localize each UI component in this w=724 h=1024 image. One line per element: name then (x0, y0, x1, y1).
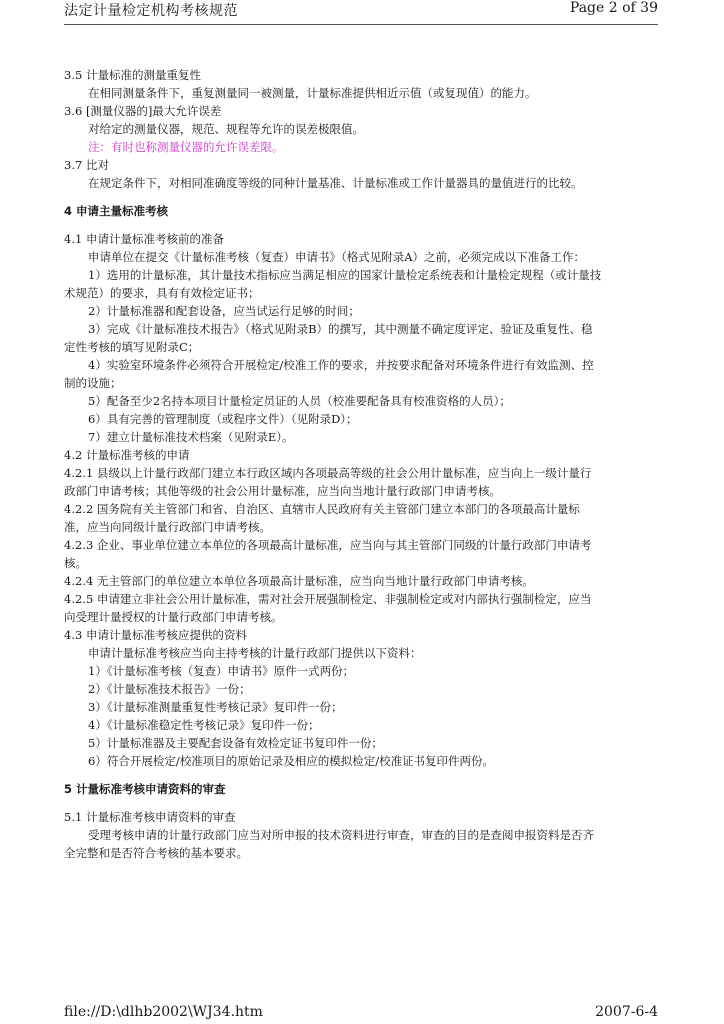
section-5-1-text-continued: 全完整和是否符合考核的基本要求。 (64, 846, 248, 860)
list-item: 6）符合开展检定/校准项目的原始记录及相应的模拟检定/校准证书复印件两份。 (88, 754, 495, 768)
list-item: 4）《计量标准稳定性考核记录》复印件一份； (88, 718, 320, 732)
section-4-2-3: 4.2.3 企业、事业单位建立本单位的各项最高计量标准，应当向与其主管部门同级的计量行政部门申请考 (64, 538, 592, 552)
list-item: 4）实验室环境条件必须符合开展检定/校准工作的要求，并按要求配备对环境条件进行有效监测、控 (88, 358, 594, 372)
list-item-continued: 定性考核的填写见附录C； (64, 340, 200, 354)
section-4-2-3-continued: 核。 (64, 556, 87, 570)
list-item: 1）选用的计量标准，其计量技术指标应当满足相应的国家计量检定系统表和计量检定规程（或计量技 (88, 268, 602, 282)
section-4-2-1-continued: 政部门申请考核；其他等级的社会公用计量标准，应当向当地计量行政部门申请考核。 (64, 484, 501, 498)
list-item: 3）完成《计量标准技术报告》（格式见附录B）的撰写，其中测量不确定度评定、验证及重复性、稳 (88, 322, 593, 336)
footer-file-path: file://D:\dlhb2002\WJ34.htm (64, 1004, 263, 1020)
page-number: Page 2 of 39 (569, 0, 658, 16)
list-item-continued: 制的设施； (64, 376, 122, 390)
section-5-heading: 5 计量标准考核申请资料的审查 (64, 782, 226, 796)
section-4-3-title: 4.3 申请计量标准考核应提供的资料 (64, 628, 247, 642)
section-5-1-title: 5.1 计量标准考核申请资料的审查 (64, 810, 236, 824)
list-item: 6）具有完善的管理制度（或程序文件）（见附录D）； (88, 412, 358, 426)
section-4-2-2: 4.2.2 国务院有关主管部门和省、自治区、直辖市人民政府有关主管部门建立本部门的各项最高计量标 (64, 502, 580, 516)
document-body (64, 66, 658, 862)
section-4-heading: 4 申请主量标准考核 (64, 204, 169, 218)
section-4-1-title: 4.1 申请计量标准考核前的准备 (64, 232, 224, 246)
section-4-2-5: 4.2.5 申请建立非社会公用计量标准，需对社会开展强制检定、非强制检定或对内部执行强制检定，应当 (64, 592, 592, 606)
section-4-2-1: 4.2.1 县级以上计量行政部门建立本行政区域内各项最高等级的社会公用计量标准，应当向上一级计量行 (64, 466, 592, 480)
section-3-5-title: 3.5 计量标准的测量重复性 (64, 68, 201, 82)
section-4-3-intro: 申请计量标准考核应当向主持考核的计量行政部门提供以下资料： (88, 646, 422, 660)
section-5-1-text: 受理考核申请的计量行政部门应当对所申报的技术资料进行审查，审查的目的是查阅申报资料是否齐 (88, 828, 594, 842)
section-3-6-note: 注：有时也称测量仪器的允许误差限。 (88, 140, 284, 154)
section-3-7-text: 在规定条件下，对相同准确度等级的同种计量基准、计量标准或工作计量器具的量值进行的比较。 (88, 176, 583, 190)
list-item: 5）配备至少2名持本项目计量检定员证的人员（校准要配备具有校准资格的人员）； (88, 394, 511, 408)
page-header-title: 法定计量检定机构考核规范 (64, 3, 238, 19)
section-4-2-2-continued: 准，应当向同级计量行政部门申请考核。 (64, 520, 271, 534)
list-item-continued: 术规范）的要求，具有有效检定证书； (64, 286, 260, 300)
list-item: 2）《计量标准技术报告》一份； (88, 682, 251, 696)
section-4-2-title: 4.2 计量标准考核的申请 (64, 448, 190, 462)
section-4-2-5-continued: 向受理计量授权的计量行政部门申请考核。 (64, 610, 283, 624)
list-item: 2）计量标准器和配套设备，应当试运行足够的时间； (88, 304, 360, 318)
section-4-2-4: 4.2.4 无主管部门的单位建立本单位各项最高计量标准，应当向当地计量行政部门申请考核。 (64, 574, 534, 588)
section-3-5-text: 在相同测量条件下，重复测量同一被测量，计量标准提供相近示值（或复现值）的能力。 (88, 86, 537, 100)
footer-date: 2007-6-4 (595, 1004, 658, 1020)
section-3-7-title: 3.7 比对 (64, 158, 109, 172)
list-item: 7）建立计量标准技术档案（见附录E）。 (88, 430, 294, 444)
header-divider (64, 24, 658, 25)
section-4-1-intro: 申请单位在提交《计量标准考核（复查）申请书》（格式见附录A）之前，必须完成以下准备工作： (88, 250, 586, 264)
list-item: 3）《计量标准测量重复性考核记录》复印件一份； (88, 700, 343, 714)
list-item: 5）计量标准器及主要配套设备有效检定证书复印件一份； (88, 736, 383, 750)
section-3-6-title: 3.6 [测量仪器的]最大允许误差 (64, 104, 222, 118)
list-item: 1）《计量标准考核（复查）申请书》原件一式两份； (88, 664, 355, 678)
section-3-6-text: 对给定的测量仪器，规范、规程等允许的误差极限值。 (88, 122, 364, 136)
